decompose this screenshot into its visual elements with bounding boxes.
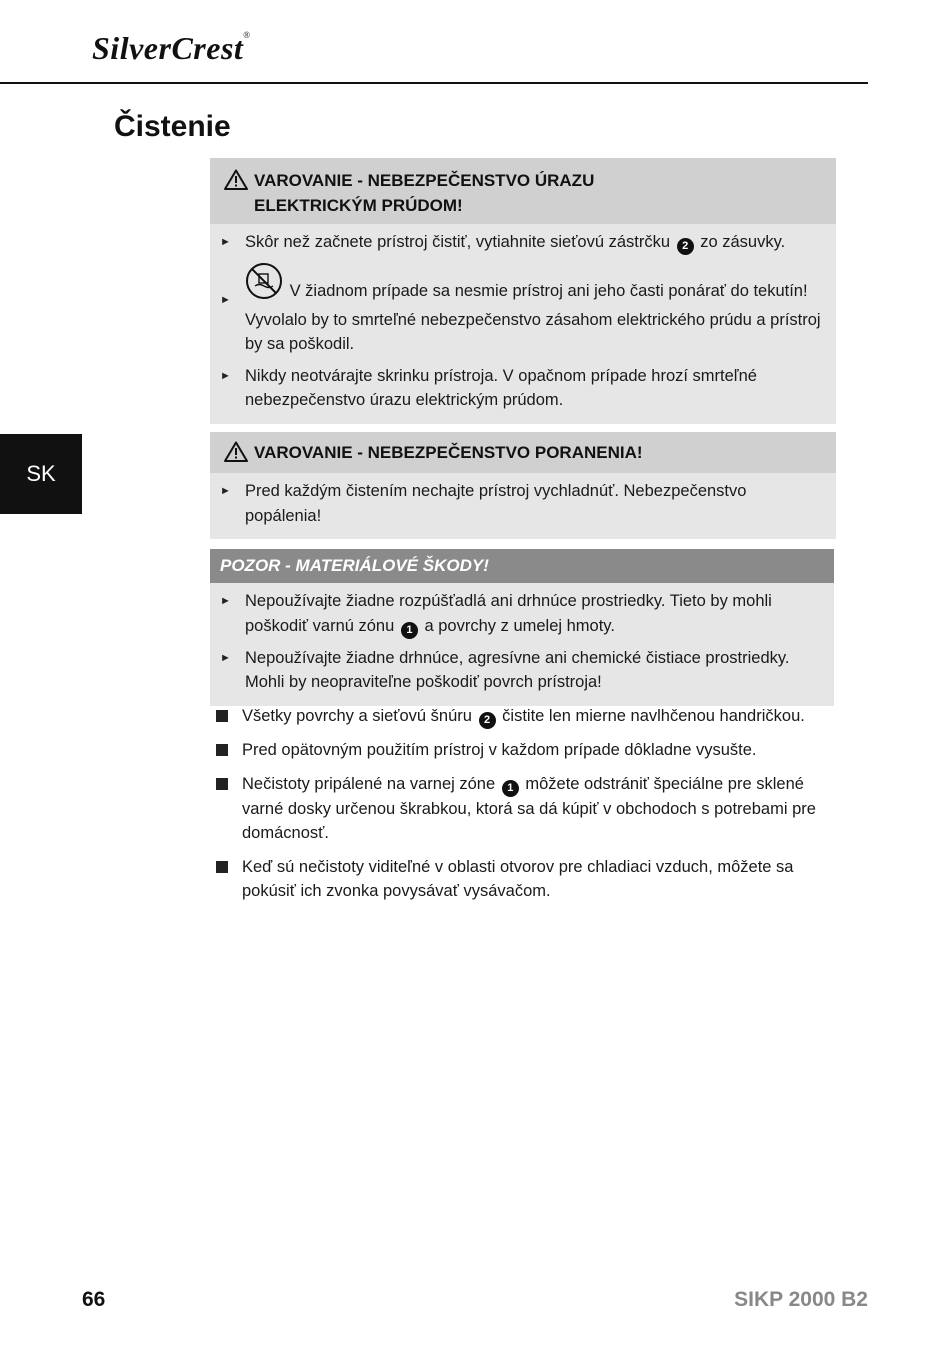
- registered-mark: ®: [243, 30, 251, 40]
- list-item: Všetky povrchy a sieťovú šnúru 2 čistite len mierne navlhčenou handričkou.: [216, 704, 836, 729]
- warning-injury-list: [210, 473, 836, 539]
- warning-triangle-icon: [224, 169, 250, 197]
- list-item: ► Nepoužívajte žiadne rozpúšťadlá ani drhnúce prostriedky. Tieto by mohli poškodiť varnú zónu 1 a povrchy z umelej hmoty.: [220, 589, 822, 639]
- part-number-badge: 2: [479, 712, 496, 729]
- language-tab: [0, 434, 82, 514]
- warning-injury-box: [210, 432, 836, 539]
- arrow-bullet-icon: ►: [220, 485, 231, 497]
- square-bullet-icon: [216, 744, 228, 756]
- warning-triangle-icon: [224, 441, 250, 469]
- square-bullet-icon: [216, 710, 228, 722]
- cleaning-steps: [216, 704, 836, 913]
- warning-electric-list: [210, 224, 836, 424]
- caution-list: [210, 583, 834, 706]
- part-number-badge: 1: [401, 622, 418, 639]
- list-item: ► V žiadnom prípade sa nesmie prístroj ani jeho časti ponárať do tekutín! Vyvolalo by to smrteľné nebezpečenstvo zásahom elektrického prúdu a prístroj by sa poškodil.: [220, 262, 824, 357]
- square-bullet-icon: [216, 861, 228, 873]
- list-item: Pred opätovným použitím prístroj v každom prípade dôkladne vysušte.: [216, 738, 836, 763]
- warning-injury-header: [210, 432, 836, 473]
- caution-title: POZOR - MATERIÁLOVÉ ŠKODY!: [210, 549, 834, 583]
- arrow-bullet-icon: ►: [220, 595, 231, 607]
- list-item: ► Nepoužívajte žiadne drhnúce, agresívne ani chemické čistiace prostriedky. Mohli by neopraviteľne poškodiť povrch prístroja!: [220, 646, 822, 695]
- part-number-badge: 1: [502, 780, 519, 797]
- language-tab-label: SK: [26, 461, 56, 486]
- square-bullet-icon: [216, 778, 228, 790]
- warning-electric-title-line1: VAROVANIE - NEBEZPEČENSTVO ÚRAZU: [254, 171, 595, 190]
- brand-name: SilverCrest: [92, 30, 244, 66]
- list-item: Nečistoty pripálené na varnej zóne 1 môžete odstrániť špeciálne pre sklené varné dosky určenou škrabkou, ktorá sa dá kúpiť v obchodoch s potrebami pre domácnosť.: [216, 772, 836, 846]
- header-rule: [0, 82, 868, 84]
- list-item: ► Pred každým čistením nechajte prístroj vychladnúť. Nebezpečenstvo popálenia!: [220, 479, 824, 528]
- list-item: ► Skôr než začnete prístroj čistiť, vytiahnite sieťovú zástrčku 2 zo zásuvky.: [220, 230, 824, 255]
- arrow-bullet-icon: ►: [220, 236, 231, 248]
- warning-electric-header: [210, 158, 836, 224]
- page-title: Čistenie: [114, 110, 231, 143]
- arrow-bullet-icon: ►: [220, 294, 231, 306]
- page-number: 66: [82, 1288, 106, 1311]
- warning-electric-title-line2: ELEKTRICKÝM PRÚDOM!: [254, 196, 463, 215]
- caution-box: [210, 549, 834, 706]
- part-number-badge: 2: [677, 238, 694, 255]
- model-number: SIKP 2000 B2: [734, 1288, 868, 1311]
- warning-injury-title: VAROVANIE - NEBEZPEČENSTVO PORANENIA!: [254, 443, 643, 462]
- arrow-bullet-icon: ►: [220, 369, 231, 382]
- no-immersion-icon: [245, 262, 283, 308]
- warning-electric-box: [210, 158, 836, 424]
- list-item: ► Nikdy neotvárajte skrinku prístroja. V opačnom prípade hrozí smrteľné nebezpečenstvo úrazu elektrickým prúdom.: [220, 364, 824, 413]
- list-item: Keď sú nečistoty viditeľné v oblasti otvorov pre chladiaci vzduch, môžete sa pokúsiť ich zvonka povysávať vysávačom.: [216, 855, 836, 904]
- arrow-bullet-icon: ►: [220, 651, 231, 664]
- brand-logo: [92, 30, 251, 67]
